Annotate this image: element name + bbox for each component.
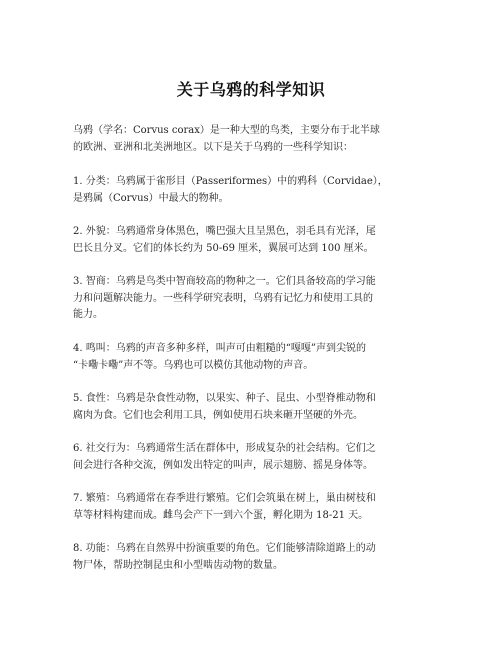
- paragraph-line: 能力。: [73, 309, 103, 320]
- paragraph-line: 乌鸦（学名：Corvus corax）是一种大型的鸟类，主要分布于北半球: [73, 125, 380, 136]
- paragraph-line: 5. 食性：乌鸦是杂食性动物，以果实、种子、昆虫、小型脊椎动物和: [73, 393, 376, 404]
- intelligence-paragraph: [73, 274, 438, 324]
- paragraph-line: 2. 外貌：乌鸦通常身体黑色，嘴巴强大且呈黑色，羽毛具有光泽，尾: [73, 226, 376, 237]
- paragraph-line: 6. 社交行为：乌鸦通常生活在群体中，形成复杂的社会结构。它们之: [73, 443, 376, 454]
- paragraph-line: 草等材料构建而成。雌鸟会产下一到六个蛋，孵化期为 18-21 天。: [73, 509, 369, 521]
- appearance-paragraph: [73, 224, 438, 257]
- paragraph-line: 物尸体，帮助控制昆虫和小型啮齿动物的数量。: [73, 559, 283, 571]
- paragraph-line: 巴长且分叉。它们的体长约为 50-69 厘米，翼展可达到 100 厘米。: [73, 242, 374, 254]
- paragraph-line: “卡嘞卡嘞”声不等。乌鸦也可以模仿其他动物的声音。: [73, 359, 314, 371]
- breeding-paragraph: [73, 491, 438, 524]
- paragraph-line: 间会进行各种交流，例如发出特定的叫声，展示翅膀、摇晃身体等。: [73, 459, 373, 471]
- call-paragraph: [73, 341, 438, 374]
- paragraph-line: 是鸦属（Corvus）中最大的物种。: [73, 192, 229, 204]
- paragraph-line: 腐肉为食。它们也会利用工具，例如使用石块来砸开坚硬的外壳。: [73, 409, 363, 421]
- paragraph-line: 1. 分类：乌鸦属于雀形目（Passeriformes）中的鸦科（Corvidae），: [73, 176, 388, 187]
- paragraph-line: 4. 鸣叫：乌鸦的声音多种多样，叫声可由粗糙的“嘎嘎”声到尖锐的: [73, 343, 366, 354]
- paragraph-line: 8. 功能：乌鸦在自然界中扮演重要的角色。它们能够清除道路上的动: [73, 543, 376, 554]
- diet-paragraph: [73, 391, 438, 424]
- paragraph-line: 3. 智商：乌鸦是鸟类中智商较高的物种之一。它们具备较高的学习能: [73, 276, 376, 287]
- paragraph-line: 7. 繁殖：乌鸦通常在春季进行繁殖。它们会筑巢在树上，巢由树枝和: [73, 493, 376, 504]
- social-paragraph: [73, 441, 438, 474]
- paragraph-line: 的欧洲、亚洲和北美洲地区。以下是关于乌鸦的一些科学知识：: [73, 141, 353, 153]
- paragraph-line: 力和问题解决能力。一些科学研究表明，乌鸦有记忆力和使用工具的: [73, 292, 373, 304]
- document-title: 关于乌鸦的科学知识: [176, 80, 326, 99]
- classification-paragraph: [73, 174, 438, 207]
- intro-paragraph: [73, 123, 438, 156]
- function-paragraph: [73, 541, 438, 574]
